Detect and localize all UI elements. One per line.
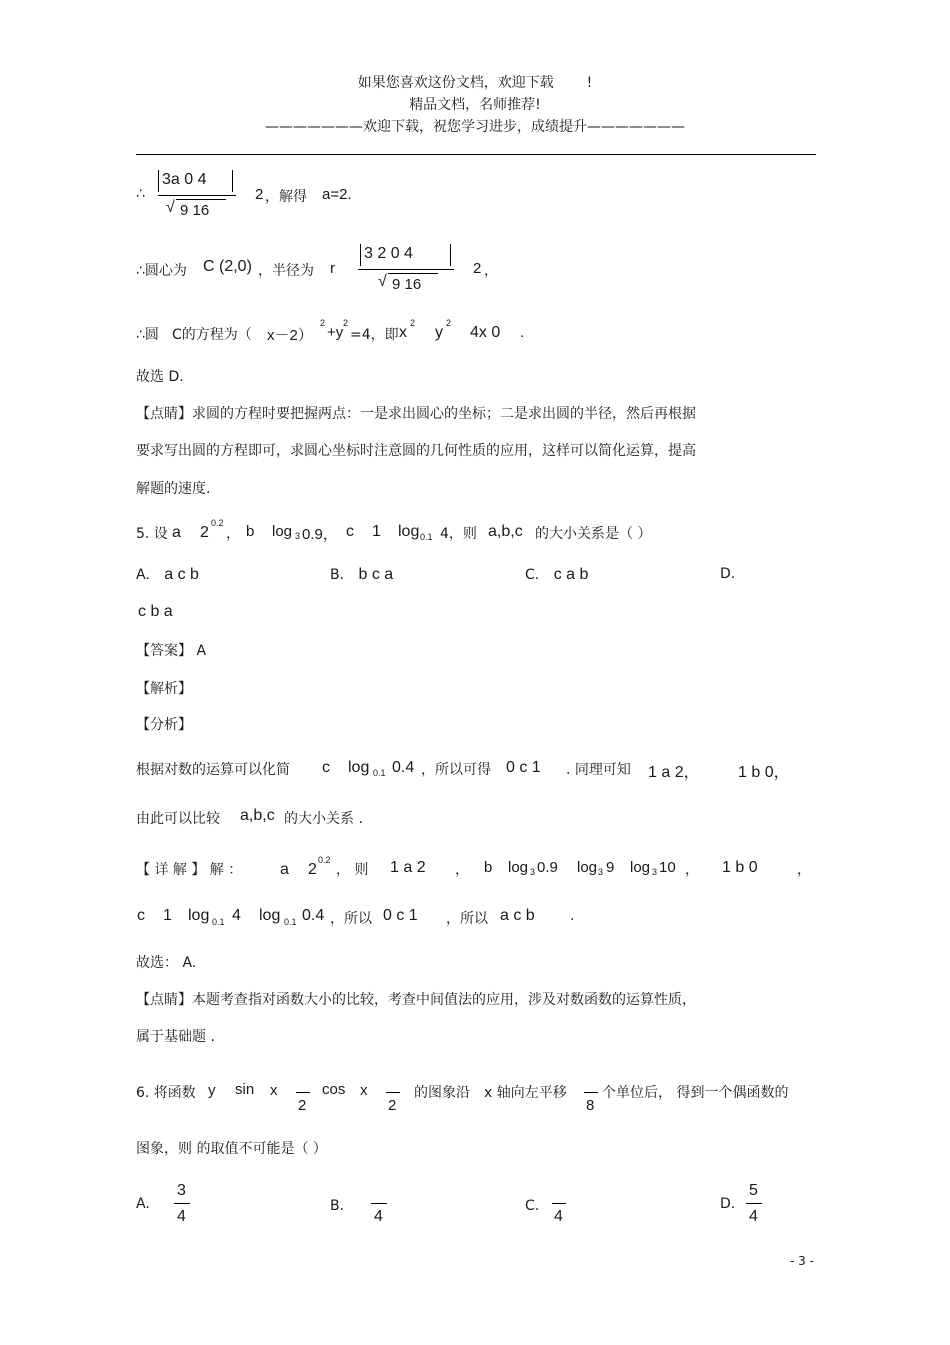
an1-range3: 1 b 0， <box>738 764 790 781</box>
q6-sin: sin <box>235 1081 255 1098</box>
therefore-symbol: ∴ <box>136 186 145 202</box>
q5-fenxi: 【分析】 <box>136 717 192 733</box>
q6-option-b-line <box>371 1203 387 1204</box>
an1-text-a: 根据对数的运算可以化简 <box>136 762 290 778</box>
pj2-line2: 属于基础题 . <box>136 1029 215 1045</box>
page-number: - 3 - <box>790 1254 814 1268</box>
q5-exp: 0.2 <box>211 518 224 528</box>
an1-val: 0.4 <box>392 759 415 776</box>
q6-text1: 的图象沿 <box>414 1085 470 1101</box>
q6-x1: x <box>270 1082 278 1099</box>
q6-option-b-label[interactable]: B. <box>330 1198 345 1214</box>
l3-sq2: 2 <box>343 318 349 328</box>
l2-text1: ∴圆心为 <box>136 263 187 279</box>
l2-base1: 0.1 <box>212 917 225 927</box>
q6-option-c-den: 4 <box>554 1208 563 1225</box>
q6-option-a-line <box>174 1203 190 1204</box>
sqrt-bar-2 <box>388 273 438 274</box>
q6-option-b-den: 4 <box>374 1208 383 1225</box>
l2-text2: ，所以 <box>446 911 488 927</box>
l2-text1: ，所以 <box>330 911 372 927</box>
l3-x-exp: 2 <box>410 318 416 328</box>
q5-a: a <box>172 524 181 541</box>
l2-base2: 0.1 <box>284 917 297 927</box>
an1-log: log <box>348 759 370 776</box>
q6-option-d-label[interactable]: D. <box>720 1196 736 1212</box>
det-range1: 1 a 2 <box>390 859 426 876</box>
q6-option-a-label[interactable]: A. <box>136 1196 150 1212</box>
q5-four: 4，则 <box>440 526 477 542</box>
det-range2: 1 b 0 <box>722 859 758 876</box>
header-line1-text: 如果您喜欢这份文档，欢迎下载 <box>357 75 554 91</box>
l2-range1: 0 c 1 <box>383 907 418 924</box>
q6-x2: x <box>360 1082 368 1099</box>
l2-numerator: 3 2 0 4 <box>364 245 413 262</box>
det-lead: 【 详 解 】 解 ： <box>136 862 243 878</box>
l2-log1: log <box>188 907 210 924</box>
an2-text-a: 由此可以比较 <box>136 811 220 827</box>
det-base1: 3 <box>530 867 536 877</box>
l1-text: ，解得 <box>265 189 307 205</box>
q5-v09: 0.9， <box>302 526 338 543</box>
q5-option-a-label: A. <box>136 567 150 583</box>
q5-lead: 5. 设 <box>136 526 168 542</box>
det-val1: 0.9 <box>537 859 558 876</box>
pj1-line1: 【点睛】求圆的方程时要把握两点：一是求出圆心的坐标；二是求出圆的半径，然后再根据 <box>136 406 696 422</box>
q6-option-a-num: 3 <box>177 1182 186 1199</box>
l2-val2: 0.4 <box>302 907 325 924</box>
q5-two: 2 <box>200 524 209 541</box>
det-exp: 0.2 <box>318 855 331 865</box>
an1-text-b: ，所以可得 <box>421 762 491 778</box>
q6-lead: 6. 将函数 <box>136 1085 196 1101</box>
q6-option-c-label[interactable]: C. <box>525 1198 540 1214</box>
l3-sq1: 2 <box>320 318 326 328</box>
q5-option-b-label: B. <box>330 567 345 583</box>
q5-option-c-value: c a b <box>553 566 589 583</box>
sqrt-bar <box>176 199 226 200</box>
an1-text-d: . 同理可知 <box>566 762 631 778</box>
header-line1 <box>0 72 950 92</box>
l2-log2: log <box>259 907 281 924</box>
q5-base3: 3 <box>295 531 301 541</box>
det-b: b <box>484 859 493 876</box>
l3-text2: C的方程为（ <box>172 327 252 343</box>
q6-text2: x 轴向左平移 <box>484 1085 567 1101</box>
an1-base: 0.1 <box>373 768 386 778</box>
l1-equals-value: 2 <box>255 186 264 203</box>
det-c3: ， <box>685 862 699 878</box>
l2-comma: ， <box>484 263 498 279</box>
q6-frac1-line <box>296 1092 310 1093</box>
q5-option-d-label[interactable]: D. <box>720 566 736 582</box>
header-line1-tail: ! <box>586 75 593 91</box>
q5-base01: 0.1 <box>420 532 433 542</box>
q5-answer: 【答案】 A <box>136 643 207 659</box>
det-log1: log <box>508 859 529 876</box>
header-line2: 精品文档，名师推荐! <box>409 97 541 113</box>
det-two: 2 <box>308 861 317 878</box>
q5-choose: 故选： A. <box>136 955 197 971</box>
det-base3: 3 <box>652 867 658 877</box>
q5-b: b <box>246 523 255 540</box>
an2-text-b: 的大小关系 . <box>284 811 363 827</box>
q6-text3: 个单位后， 得到一个偶函数的 <box>602 1085 789 1101</box>
q6-frac2-line <box>386 1092 400 1093</box>
q5-option-d-value: c b a <box>138 603 173 620</box>
an2-abc: a,b,c <box>240 807 275 824</box>
q6-frac3-line <box>584 1092 598 1093</box>
q6-line2: 图象，则 的取值不可能是（ ） <box>136 1141 327 1157</box>
l2-fraction-line <box>358 269 454 270</box>
q5-option-a-value: a c b <box>164 566 199 583</box>
q6-frac1-den: 2 <box>298 1097 307 1114</box>
l2-r: r <box>330 260 335 277</box>
l2-range2: a c b <box>500 907 535 924</box>
l3-x: x <box>399 324 407 341</box>
l3-plus-y: +y <box>327 324 344 341</box>
q5-one: 1 <box>372 523 381 540</box>
q6-option-a-den: 4 <box>177 1208 186 1225</box>
det-c2: ， <box>455 862 469 878</box>
l1-result: a=2. <box>322 186 352 203</box>
q5-log3: log <box>272 523 293 540</box>
q5-option-b-value: b c a <box>358 566 394 583</box>
an1-range1: 0 c 1 <box>506 759 541 776</box>
q5-option-c[interactable] <box>525 566 588 584</box>
l2-dot: . <box>570 908 575 924</box>
q5-log01: log <box>398 523 420 540</box>
q5-c: c <box>346 523 354 540</box>
header-line3: ———————欢迎下载，祝您学习进步，成绩提升——————— <box>265 119 685 135</box>
l2-value: 2 <box>473 260 482 277</box>
l1-fraction-line <box>158 195 236 196</box>
l3-eq4: =4，即 <box>350 327 399 343</box>
det-a: a <box>280 861 289 878</box>
l2-denominator: 9 16 <box>392 276 422 293</box>
l3-y-exp: 2 <box>446 318 452 328</box>
det-c1: ， 则 <box>336 862 369 878</box>
l2-c: c <box>137 907 145 924</box>
abs-bar-right-2 <box>450 244 451 266</box>
an1-c: c <box>322 759 330 776</box>
det-val3: 10 <box>659 859 676 876</box>
abs-bar-left <box>158 170 159 192</box>
q6-option-c-line <box>552 1203 566 1204</box>
det-val2: 9 <box>606 859 615 876</box>
l2-one: 1 <box>163 907 172 924</box>
q6-option-d-num: 5 <box>749 1182 758 1199</box>
sqrt-symbol-2: √ <box>378 273 387 290</box>
l3-dot: . <box>520 324 525 341</box>
l2-val1: 4 <box>232 907 241 924</box>
choose-d: 故选 D. <box>136 369 184 385</box>
l3-y: y <box>435 324 443 341</box>
det-c4: ， <box>797 862 811 878</box>
pj2-line1: 【点睛】本题考查指对函数大小的比较，考查中间值法的应用，涉及对数函数的运算性质， <box>136 992 696 1008</box>
l2-text2: ，半径为 <box>258 263 314 279</box>
q5-option-b[interactable] <box>330 566 393 584</box>
det-log3: log <box>630 859 651 876</box>
an1-range2: 1 a 2， <box>648 764 700 781</box>
l3-expr: x－2） <box>267 327 313 344</box>
q6-frac3-den: 8 <box>586 1097 595 1114</box>
pj1-line2: 要求写出圆的方程即可，求圆心坐标时注意圆的几何性质的应用，这样可以简化运算，提高 <box>136 443 696 459</box>
q5-option-c-label: C. <box>525 567 540 583</box>
abs-bar-right <box>232 170 233 192</box>
q5-jiexi: 【解析】 <box>136 681 192 697</box>
q6-y: y <box>208 1082 216 1099</box>
q6-frac2-den: 2 <box>388 1097 397 1114</box>
q5-comma1: ， <box>226 526 240 542</box>
l2-center: C (2,0) <box>203 258 252 275</box>
pj1-line3: 解题的速度. <box>136 481 211 497</box>
abs-bar-left-2 <box>360 244 361 266</box>
l1-numerator: 3a 0 4 <box>162 171 207 188</box>
q5-option-a[interactable] <box>136 566 199 584</box>
header-rule <box>136 154 816 155</box>
q6-option-d-den: 4 <box>749 1208 758 1225</box>
l3-text1: ∴圆 <box>136 327 159 343</box>
q5-abc: a,b,c <box>488 523 523 540</box>
det-log2: log <box>577 859 598 876</box>
l3-rest: 4x 0 <box>470 324 501 341</box>
sqrt-symbol: √ <box>166 199 175 216</box>
q6-option-d-line <box>746 1203 762 1204</box>
q6-cos: cos <box>322 1081 346 1098</box>
l1-denominator: 9 16 <box>180 202 210 219</box>
det-base2: 3 <box>598 867 604 877</box>
q5-tail: 的大小关系是（ ） <box>535 526 652 542</box>
